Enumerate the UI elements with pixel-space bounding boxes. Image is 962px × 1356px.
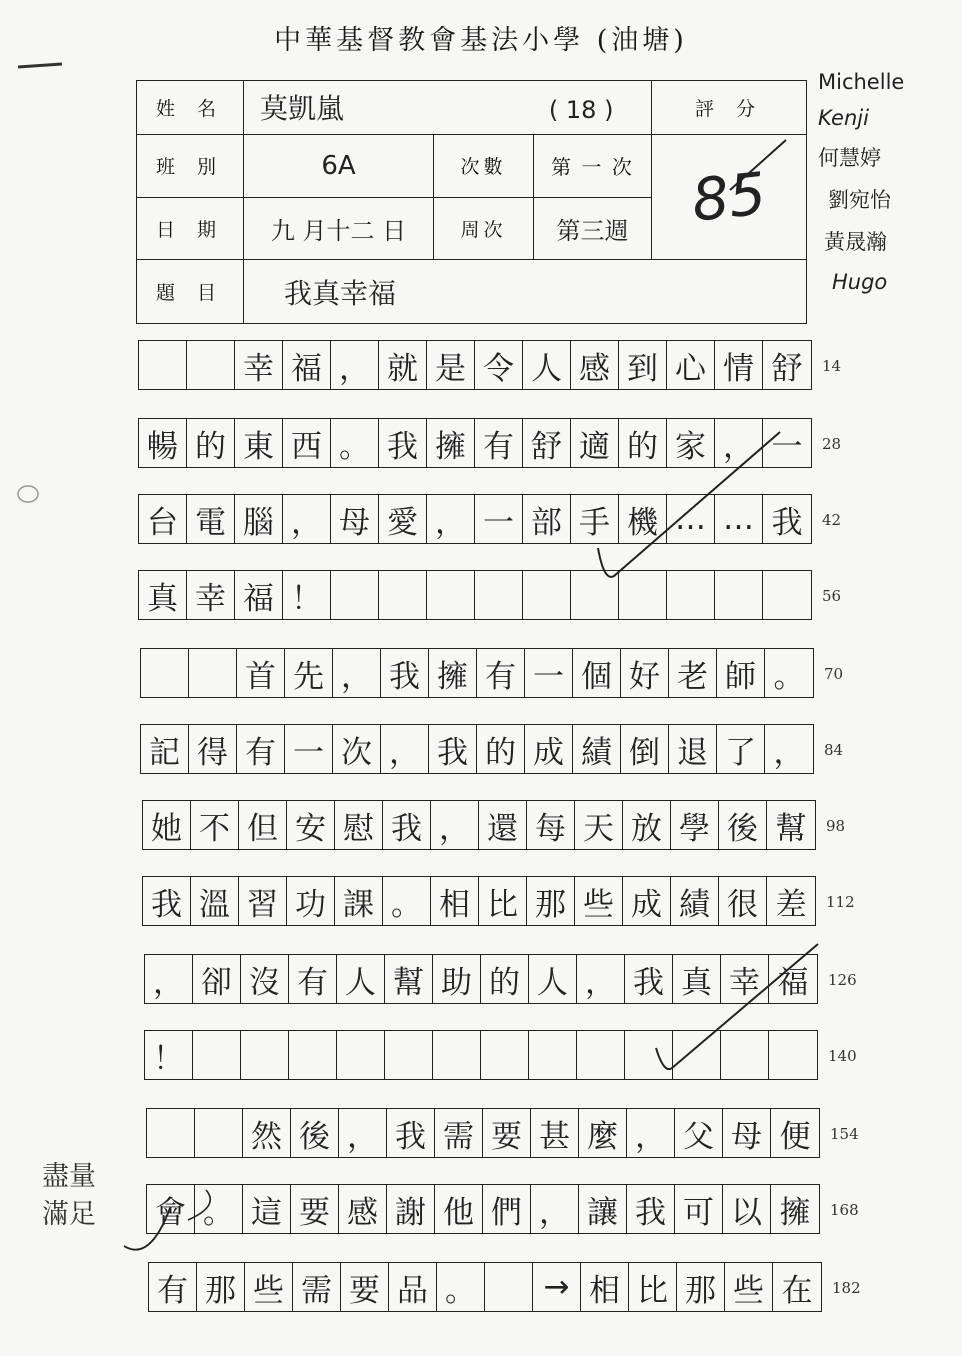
grid-cell: 部 <box>523 495 571 543</box>
grid-cell <box>475 571 523 619</box>
grid-cell: 。 <box>383 877 431 925</box>
grid-cell: 得 <box>189 725 237 773</box>
character-count: 70 <box>824 665 844 683</box>
grid-cell: 但 <box>239 801 287 849</box>
grid-cell: 幸 <box>235 341 283 389</box>
grid-cell: 相 <box>581 1263 629 1311</box>
grid-cell: 父 <box>675 1109 723 1157</box>
grid-cell: 要 <box>291 1185 339 1233</box>
grid-cell <box>331 571 379 619</box>
grid-cell: 每 <box>527 801 575 849</box>
grid-cell: 令 <box>475 341 523 389</box>
grid-cell: 暢 <box>139 419 187 467</box>
grid-cell: ， <box>577 955 625 1003</box>
grid-cell: ！ <box>283 571 331 619</box>
grid-cell: 績 <box>671 877 719 925</box>
grid-cell: 那 <box>677 1263 725 1311</box>
week-label: 周次 <box>434 198 534 260</box>
date-label: 日 期 <box>137 198 244 260</box>
score-value: 85 <box>688 159 770 235</box>
grid-cell: 幸 <box>721 955 769 1003</box>
grid-cell: 有 <box>149 1263 197 1311</box>
grid-cell: ！ <box>145 1031 193 1079</box>
grid-cell: 人 <box>529 955 577 1003</box>
grid-cell: 比 <box>629 1263 677 1311</box>
grid-cell: 我 <box>429 725 477 773</box>
character-count: 168 <box>830 1201 859 1219</box>
grid-cell: 天 <box>575 801 623 849</box>
grid-cell: 安 <box>287 801 335 849</box>
character-count: 98 <box>826 817 846 835</box>
grid-cell: 麼 <box>579 1109 627 1157</box>
grid-cell: 卻 <box>193 955 241 1003</box>
grid-cell: 甚 <box>531 1109 579 1157</box>
grid-cell <box>571 571 619 619</box>
grid-cell: ， <box>427 495 475 543</box>
grid-cell <box>769 1031 817 1079</box>
grid-cell: 我 <box>143 877 191 925</box>
grid-cell: 些 <box>725 1263 773 1311</box>
grid-row <box>148 1262 822 1312</box>
grid-cell: 到 <box>619 341 667 389</box>
grid-cell: 需 <box>293 1263 341 1311</box>
character-count: 140 <box>828 1047 857 1065</box>
grid-cell: 們 <box>483 1185 531 1233</box>
grid-cell: 人 <box>337 955 385 1003</box>
grid-cell: 有 <box>289 955 337 1003</box>
grid-cell: 真 <box>673 955 721 1003</box>
grid-cell: 真 <box>139 571 187 619</box>
grid-cell: 課 <box>335 877 383 925</box>
grid-cell: 退 <box>669 725 717 773</box>
character-count: 154 <box>830 1125 859 1143</box>
grid-row <box>138 418 812 468</box>
reviewer-name: 劉宛怡 <box>828 188 891 212</box>
grid-cell: 比 <box>479 877 527 925</box>
grid-cell: 的 <box>477 725 525 773</box>
grid-cell: 成 <box>525 725 573 773</box>
grid-cell: 。 <box>437 1263 485 1311</box>
character-count: 112 <box>826 893 855 911</box>
student-name-cell <box>244 81 652 135</box>
hole-punch-mark <box>18 486 38 502</box>
date-value: 九 月十二 日 <box>244 198 434 260</box>
grid-cell: 這 <box>243 1185 291 1233</box>
grid-row <box>146 1184 820 1234</box>
grid-cell: → <box>533 1263 581 1311</box>
grid-cell: 一 <box>771 428 803 465</box>
grid-cell: 然 <box>243 1109 291 1157</box>
grid-cell: 我 <box>379 419 427 467</box>
grid-cell: ， <box>627 1109 675 1157</box>
grid-row <box>142 876 816 926</box>
grid-cell: 差 <box>775 886 807 923</box>
grid-cell: 機 <box>619 495 667 543</box>
grid-cell: 幸 <box>187 571 235 619</box>
grid-row <box>142 800 816 850</box>
character-count: 84 <box>824 741 844 759</box>
grid-cell: 我 <box>771 504 803 541</box>
grid-cell: 先 <box>285 649 333 697</box>
grid-cell: 師 <box>717 649 765 697</box>
grid-cell: 擁 <box>427 419 475 467</box>
grid-cell: 她 <box>143 801 191 849</box>
reviewer-name: Hugo <box>832 270 888 294</box>
grid-cell: 心 <box>667 341 715 389</box>
grid-cell: 電 <box>187 495 235 543</box>
student-info-table <box>136 80 807 324</box>
grid-cell: 愛 <box>379 495 427 543</box>
grid-cell <box>433 1031 481 1079</box>
class-number: ( 18 ) <box>548 96 614 125</box>
grid-cell: 在 <box>781 1272 813 1309</box>
grid-cell: 慰 <box>335 801 383 849</box>
grid-cell <box>187 341 235 389</box>
grid-row <box>144 1030 818 1080</box>
character-count: 182 <box>832 1279 861 1297</box>
grid-cell: ， <box>333 649 381 697</box>
grid-cell <box>193 1031 241 1079</box>
grid-cell: ， <box>431 801 479 849</box>
grid-cell: ， <box>531 1185 579 1233</box>
grid-cell: 放 <box>623 801 671 849</box>
grid-cell: 老 <box>669 649 717 697</box>
grid-cell: 品 <box>389 1263 437 1311</box>
grid-cell: 擁 <box>429 649 477 697</box>
grid-cell: 很 <box>719 877 767 925</box>
grid-cell: 手 <box>571 495 619 543</box>
grid-cell: 母 <box>331 495 379 543</box>
grid-cell <box>721 1031 769 1079</box>
grid-cell: 東 <box>235 419 283 467</box>
grid-cell <box>625 1031 673 1079</box>
grid-cell: 的 <box>187 419 235 467</box>
grid-cell: ， <box>331 341 379 389</box>
grid-cell: 需 <box>435 1109 483 1157</box>
grid-cell: 的 <box>481 955 529 1003</box>
grid-cell: 個 <box>573 649 621 697</box>
grid-cell: 一 <box>285 725 333 773</box>
grid-cell <box>241 1031 289 1079</box>
grid-cell: 記 <box>141 725 189 773</box>
grid-cell: 擁 <box>779 1194 811 1231</box>
grid-row <box>140 724 814 774</box>
grid-cell <box>667 571 715 619</box>
attempt-value: 第 一 次 <box>534 134 652 198</box>
class-value: 6A <box>244 134 434 198</box>
grid-cell <box>139 341 187 389</box>
grid-cell <box>529 1031 577 1079</box>
grid-cell: 就 <box>379 341 427 389</box>
grid-cell: … <box>667 495 715 543</box>
reviewer-name: Kenji <box>818 106 869 130</box>
grid-cell: 的 <box>619 419 667 467</box>
score-cell <box>652 134 807 260</box>
grid-cell: 讓 <box>579 1185 627 1233</box>
reviewer-name: Michelle <box>818 70 905 94</box>
grid-cell: 人 <box>523 341 571 389</box>
grid-cell: 好 <box>621 649 669 697</box>
grid-cell: 適 <box>571 419 619 467</box>
attempt-label: 次數 <box>434 134 534 198</box>
grid-cell: 績 <box>573 725 621 773</box>
grid-cell: 學 <box>671 801 719 849</box>
grid-cell: 後 <box>719 801 767 849</box>
teacher-margin-note: 盡量滿足 <box>42 1161 96 1230</box>
reviewer-name: 黃晟瀚 <box>824 230 887 254</box>
character-count: 56 <box>822 587 842 605</box>
grid-cell: 舒 <box>771 350 803 387</box>
grid-cell: 感 <box>571 341 619 389</box>
grid-cell <box>141 649 189 697</box>
grid-cell: 母 <box>723 1109 771 1157</box>
grid-cell <box>147 1109 195 1157</box>
character-count: 28 <box>822 435 842 453</box>
grid-cell <box>189 649 237 697</box>
grid-cell: 幫 <box>385 955 433 1003</box>
grid-cell: 溫 <box>191 877 239 925</box>
student-name: 莫凱嵐 <box>260 92 345 126</box>
grid-cell: 台 <box>139 495 187 543</box>
grid-cell <box>715 571 763 619</box>
grid-cell: 幫 <box>775 810 807 847</box>
grid-cell: 了 <box>717 725 765 773</box>
grid-cell: ， <box>381 725 429 773</box>
grid-cell <box>337 1031 385 1079</box>
grid-cell: ， <box>145 955 193 1003</box>
grid-cell: 他 <box>435 1185 483 1233</box>
score-label: 評 分 <box>652 81 807 135</box>
grid-cell <box>481 1031 529 1079</box>
grid-row <box>138 494 812 544</box>
class-label: 班 別 <box>137 134 244 198</box>
grid-cell: 福 <box>235 571 283 619</box>
margin-pen-mark <box>18 62 62 68</box>
grid-cell: 我 <box>387 1109 435 1157</box>
grid-cell: 我 <box>625 955 673 1003</box>
topic-value: 我真幸福 <box>244 260 807 324</box>
grid-cell: 舒 <box>523 419 571 467</box>
grid-cell <box>577 1031 625 1079</box>
grid-cell: ， <box>283 495 331 543</box>
reviewer-name: 何慧婷 <box>818 146 881 170</box>
grid-cell: 福 <box>283 341 331 389</box>
grid-cell: 我 <box>383 801 431 849</box>
grid-cell: ， <box>339 1109 387 1157</box>
grid-row <box>144 954 818 1004</box>
school-title: 中華基督教會基法小學 (油塘) <box>274 25 688 56</box>
grid-cell: 情 <box>715 341 763 389</box>
grid-cell: 。 <box>773 658 805 695</box>
grid-cell: 成 <box>623 877 671 925</box>
grid-cell: 有 <box>237 725 285 773</box>
grid-cell: 些 <box>575 877 623 925</box>
grid-cell: 些 <box>245 1263 293 1311</box>
grid-cell: 沒 <box>241 955 289 1003</box>
grid-cell <box>385 1031 433 1079</box>
grid-cell: 以 <box>723 1185 771 1233</box>
week-value: 第三週 <box>534 198 652 260</box>
grid-cell: 那 <box>197 1263 245 1311</box>
grid-cell: 習 <box>239 877 287 925</box>
character-count: 42 <box>822 511 842 529</box>
character-count: 14 <box>822 357 842 375</box>
reviewer-signatures <box>818 70 958 306</box>
grid-row <box>138 340 812 390</box>
grid-cell: 首 <box>237 649 285 697</box>
grid-cell <box>485 1263 533 1311</box>
grid-cell: 西 <box>283 419 331 467</box>
grid-cell: 腦 <box>235 495 283 543</box>
grid-cell: 可 <box>675 1185 723 1233</box>
grid-cell: 要 <box>483 1109 531 1157</box>
grid-cell: 有 <box>477 649 525 697</box>
grid-cell: 便 <box>779 1118 811 1155</box>
grid-row <box>138 570 812 620</box>
grid-cell: 一 <box>525 649 573 697</box>
grid-cell <box>379 571 427 619</box>
grid-cell <box>289 1031 337 1079</box>
grid-cell: 家 <box>667 419 715 467</box>
grid-cell <box>763 571 811 619</box>
grid-cell: 我 <box>381 649 429 697</box>
grid-cell: 。 <box>195 1185 243 1233</box>
grid-cell <box>523 571 571 619</box>
grid-cell: 。 <box>331 419 379 467</box>
grid-cell <box>195 1109 243 1157</box>
grid-cell: 感 <box>339 1185 387 1233</box>
grid-cell: 那 <box>527 877 575 925</box>
grid-cell: 後 <box>291 1109 339 1157</box>
grid-cell: 功 <box>287 877 335 925</box>
grid-row <box>140 648 814 698</box>
grid-cell: 不 <box>191 801 239 849</box>
grid-cell: 還 <box>479 801 527 849</box>
grid-cell <box>427 571 475 619</box>
grid-cell: 是 <box>427 341 475 389</box>
grid-cell <box>673 1031 721 1079</box>
grid-cell: 要 <box>341 1263 389 1311</box>
topic-label: 題 目 <box>137 260 244 324</box>
character-count: 126 <box>828 971 857 989</box>
grid-cell: 會 <box>147 1185 195 1233</box>
grid-cell: 一 <box>475 495 523 543</box>
grid-cell: 相 <box>431 877 479 925</box>
grid-row <box>146 1108 820 1158</box>
grid-cell: 福 <box>777 964 809 1001</box>
grid-cell: 倒 <box>621 725 669 773</box>
grid-cell: 有 <box>475 419 523 467</box>
grid-cell: ， <box>773 734 805 771</box>
grid-cell: 助 <box>433 955 481 1003</box>
name-label: 姓 名 <box>137 81 244 135</box>
grid-cell: 謝 <box>387 1185 435 1233</box>
grid-cell: … <box>715 495 763 543</box>
grid-cell: ， <box>715 419 763 467</box>
grid-cell: 我 <box>627 1185 675 1233</box>
grid-cell: 次 <box>333 725 381 773</box>
grid-cell <box>619 571 667 619</box>
